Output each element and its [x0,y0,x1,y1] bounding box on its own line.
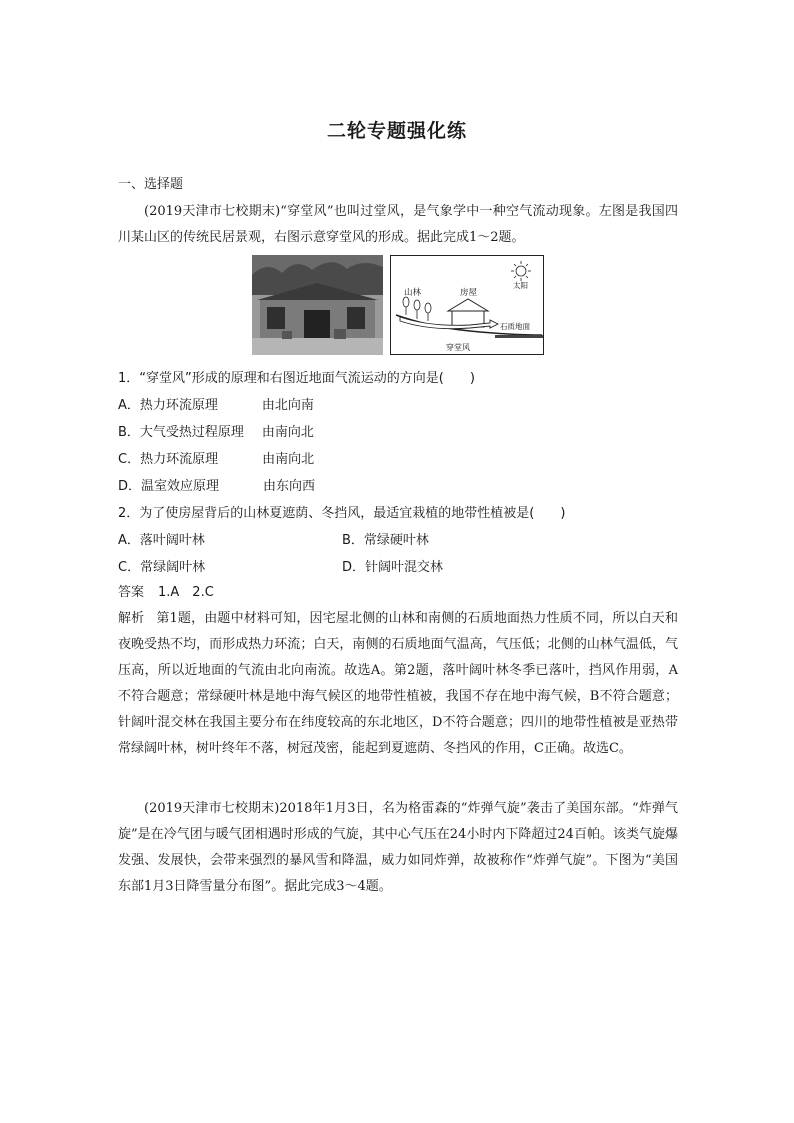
option-letter: A． [118,533,140,548]
answer-line [118,581,214,600]
q1-option-a [118,394,314,413]
option-letter: C． [118,452,141,467]
option-text: 针阔叶混交林 [365,560,444,575]
analysis-label: 解析 [118,611,145,626]
label-ground: 石质地面 [500,322,530,331]
option-letter: D． [342,560,366,575]
option-letter: B． [342,533,364,548]
house-photo [252,255,383,355]
question-2-stem: 2．为了使房屋背后的山林夏遮荫、冬挡风，最适宜栽植的地带性植被是( ) [118,506,566,521]
label-wind: 穿堂风 [446,343,470,352]
draft-wind-diagram [390,255,544,355]
label-sun: 太阳 [513,281,528,290]
question-1-stem: 1．“穿堂风”形成的原理和右图近地面气流运动的方向是( ) [118,371,475,386]
label-house: 房屋 [460,288,478,298]
q2-option-b [342,529,429,548]
label-forest: 山林 [404,288,422,298]
option-principle: 热力环流原理 [139,398,218,413]
figure-group [252,255,544,355]
option-text: 常绿阔叶林 [140,560,206,575]
q1-option-c [118,448,314,467]
stone-ground [495,335,543,338]
option-principle: 大气受热过程原理 [139,425,244,440]
intro-paragraph-2: (2019天津市七校期末)2018年1月3日，名为格雷森的“炸弹气旋”袭击了美国东部。“炸弹气旋”是在冷气团与暖气团相遇时形成的气旋，其中心气压在24小时内下降超过24百帕。该类气旋爆发强、发展快，会带来强烈的暴风雪和降温，威力如同炸弹，故被称作“炸弹气旋”。下图为“美国东部1月3日降雪量分布图”。据此完成3～4题。 [118,801,678,894]
option-direction: 由南向北 [261,425,314,440]
option-direction: 由北向南 [261,398,314,413]
page-title: 二轮专题强化练 [326,120,467,142]
option-direction: 由南向北 [262,452,315,467]
analysis-paragraph [118,606,678,762]
q2-option-c [118,556,205,575]
answer-label: 答案 [118,585,145,600]
section-heading: 一、选择题 [118,177,184,192]
option-text: 常绿硬叶林 [363,533,429,548]
option-letter: C． [118,560,141,575]
analysis-text: 第1题，由题中材料可知，因宅屋北侧的山林和南侧的石质地面热力性质不同，所以白天和夜晚受热不均，而形成热力环流；白天，南侧的石质地面气温高，气压低；北侧的山林气温低，气压高，所以近地面的气流由北向南流。故选A。第2题，落叶阔叶林冬季已落叶，挡风作用弱，A不符合题意；常绿硬叶林是地中海气候区的地带性植被，我国不存在地中海气候，B不符合题意；针阔叶混交林在我国主要分布在纬度较高的东北地区，D不符合题意；四川的地带性植被是亚热带常绿阔叶林，树叶终年不落，树冠茂密，能起到夏遮荫、冬挡风的作用，C正确。故选C。 [118,611,678,756]
option-principle: 热力环流原理 [140,452,219,467]
option-direction: 由东向西 [263,479,316,494]
answer-value: 1.A 2.C [158,585,214,600]
q2-option-a [118,529,205,548]
q1-option-d [118,475,315,494]
q1-option-b [118,421,314,440]
option-principle: 温室效应原理 [141,479,220,494]
q2-option-d [342,556,443,575]
intro-paragraph-1: (2019天津市七校期末)“穿堂风”也叫过堂风，是气象学中一种空气流动现象。左图是我国四川某山区的传统民居景观，右图示意穿堂风的形成。据此完成1～2题。 [118,204,678,245]
option-text: 落叶阔叶林 [139,533,205,548]
option-letter: D． [118,479,142,494]
option-letter: A． [118,398,140,413]
option-letter: B． [118,425,140,440]
